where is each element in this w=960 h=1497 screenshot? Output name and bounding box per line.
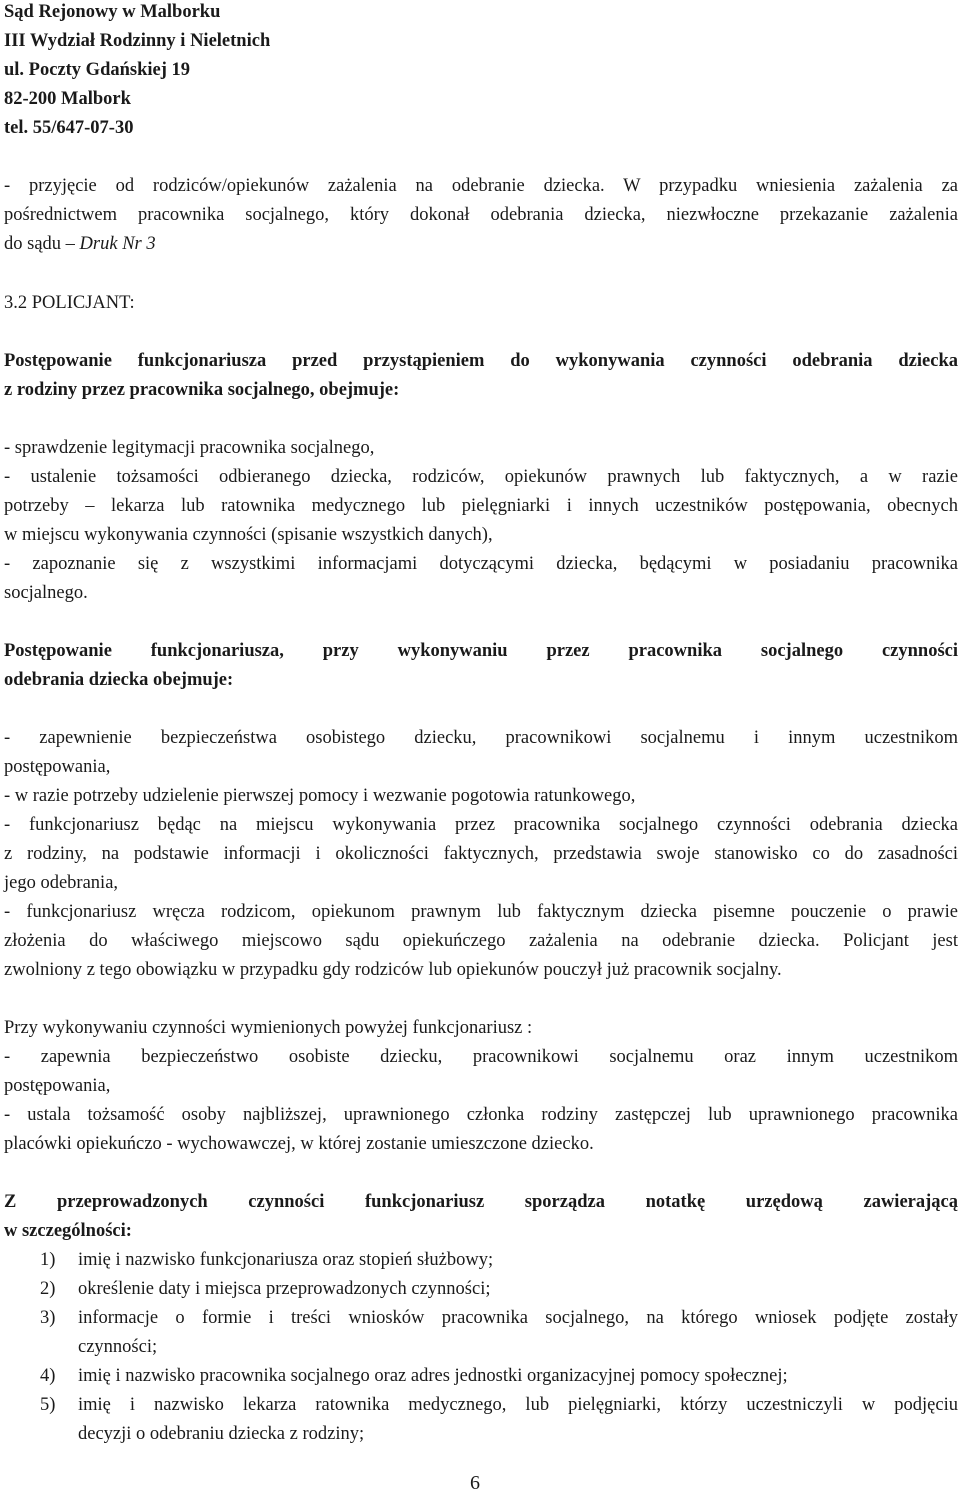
- list-item-text: imię i nazwisko funkcjonariusza oraz stopień służbowy;: [78, 1250, 494, 1270]
- list-item-number: 1): [40, 1250, 56, 1270]
- block2-line: złożenia do właściwego miejscowo sądu opiekuńczego zażalenia na odebranie dziecka. Policjant jest: [4, 931, 958, 951]
- list-item-number: 3): [40, 1308, 56, 1328]
- block3-line: - zapewnia bezpieczeństwo osobiste dziecku, pracownikowi socjalnemu oraz innym uczestnikom: [4, 1047, 958, 1067]
- header-line-street: ul. Poczty Gdańskiej 19: [4, 60, 191, 80]
- block2-line: - w razie potrzeby udzielenie pierwszej pomocy i wezwanie pogotowia ratunkowego,: [4, 786, 636, 806]
- block3-line: - ustala tożsamość osoby najbliższej, uprawnionego członka rodziny zastępczej lub uprawnionego pracownika: [4, 1105, 958, 1125]
- block2-line: - zapewnienie bezpieczeństwa osobistego dziecku, pracownikowi socjalnemu i innym uczestnikom: [4, 728, 958, 748]
- list-item-number: 5): [40, 1395, 56, 1415]
- list-item-text: informacje o formie i treści wniosków pracownika socjalnego, na którego wniosek podjęte zostały: [78, 1308, 958, 1328]
- block2-line: - funkcjonariusz będąc na miejscu wykonywania przez pracownika socjalnego czynności odebrania dziecka: [4, 815, 958, 835]
- list-item-text: imię i nazwisko pracownika socjalnego oraz adres jednostki organizacyjnej pomocy społecznej;: [78, 1366, 788, 1386]
- block2-line: postępowania,: [4, 757, 111, 777]
- block1-line: - sprawdzenie legitymacji pracownika socjalnego,: [4, 438, 375, 458]
- intro-line: [4, 230, 156, 259]
- block1-line: - zapoznanie się z wszystkimi informacjami dotyczącymi dziecka, będącymi w posiadaniu pracownika: [4, 554, 958, 574]
- block4-heading: Z przeprowadzonych czynności funkcjonariusz sporządza notatkę urzędową zawierającą: [4, 1192, 958, 1212]
- block3-line: placówki opiekuńczo - wychowawczej, w której zostanie umieszczone dziecko.: [4, 1134, 594, 1154]
- page-number: 6: [470, 1472, 480, 1494]
- section-title: 3.2 POLICJANT:: [4, 293, 135, 313]
- list-item-text: czynności;: [78, 1337, 158, 1357]
- list-item-number: 4): [40, 1366, 56, 1386]
- intro-prefix: do sądu –: [4, 234, 80, 254]
- block1-heading: z rodziny przez pracownika socjalnego, obejmuje:: [4, 380, 400, 400]
- form-reference: Druk Nr 3: [79, 234, 156, 254]
- block4-heading: w szczególności:: [4, 1221, 132, 1241]
- header-line-department: III Wydział Rodzinny i Nieletnich: [4, 31, 271, 51]
- block2-line: zwolniony z tego obowiązku w przypadku gdy rodziców lub opiekunów pouczył już pracownik socjalny.: [4, 960, 782, 980]
- header-line-court: Sąd Rejonowy w Malborku: [4, 2, 221, 22]
- block2-heading: Postępowanie funkcjonariusza, przy wykonywaniu przez pracownika socjalnego czynności: [4, 641, 958, 661]
- block1-heading: Postępowanie funkcjonariusza przed przystąpieniem do wykonywania czynności odebrania dziecka: [4, 351, 958, 371]
- block1-line: - ustalenie tożsamości odbieranego dziecka, rodziców, opiekunów prawnych lub faktycznych, a w razie: [4, 467, 958, 487]
- block2-heading: odebrania dziecka obejmuje:: [4, 670, 234, 690]
- block3-line: Przy wykonywaniu czynności wymienionych powyżej funkcjonariusz :: [4, 1018, 533, 1038]
- header-line-phone: tel. 55/647-07-30: [4, 118, 134, 138]
- block2-line: - funkcjonariusz wręcza rodzicom, opiekunom prawnym lub faktycznym dziecka pisemne pouczenie o prawie: [4, 902, 958, 922]
- block2-line: z rodziny, na podstawie informacji i okoliczności faktycznych, przedstawia swoje stanowisko co do zasadności: [4, 844, 958, 864]
- list-item-text: decyzji o odebraniu dziecka z rodziny;: [78, 1424, 365, 1444]
- list-item-text: imię i nazwisko lekarza ratownika medycznego, lub pielęgniarki, którzy uczestniczyli w podjęciu: [78, 1395, 958, 1415]
- block3-line: postępowania,: [4, 1076, 111, 1096]
- list-item-number: 2): [40, 1279, 56, 1299]
- intro-line: - przyjęcie od rodziców/opiekunów zażalenia na odebranie dziecka. W przypadku wniesienia zażalenia za: [4, 176, 958, 196]
- intro-line: pośrednictwem pracownika socjalnego, który dokonał odebrania dziecka, niezwłoczne przekazanie zażalenia: [4, 205, 958, 225]
- block1-line: socjalnego.: [4, 583, 88, 603]
- block1-line: potrzeby – lekarza lub ratownika medycznego lub pielęgniarki i innych uczestników postępowania, obecnych: [4, 496, 958, 516]
- list-item-text: określenie daty i miejsca przeprowadzonych czynności;: [78, 1279, 491, 1299]
- block1-line: w miejscu wykonywania czynności (spisanie wszystkich danych),: [4, 525, 493, 545]
- header-line-city: 82-200 Malbork: [4, 89, 131, 109]
- block2-line: jego odebrania,: [4, 873, 119, 893]
